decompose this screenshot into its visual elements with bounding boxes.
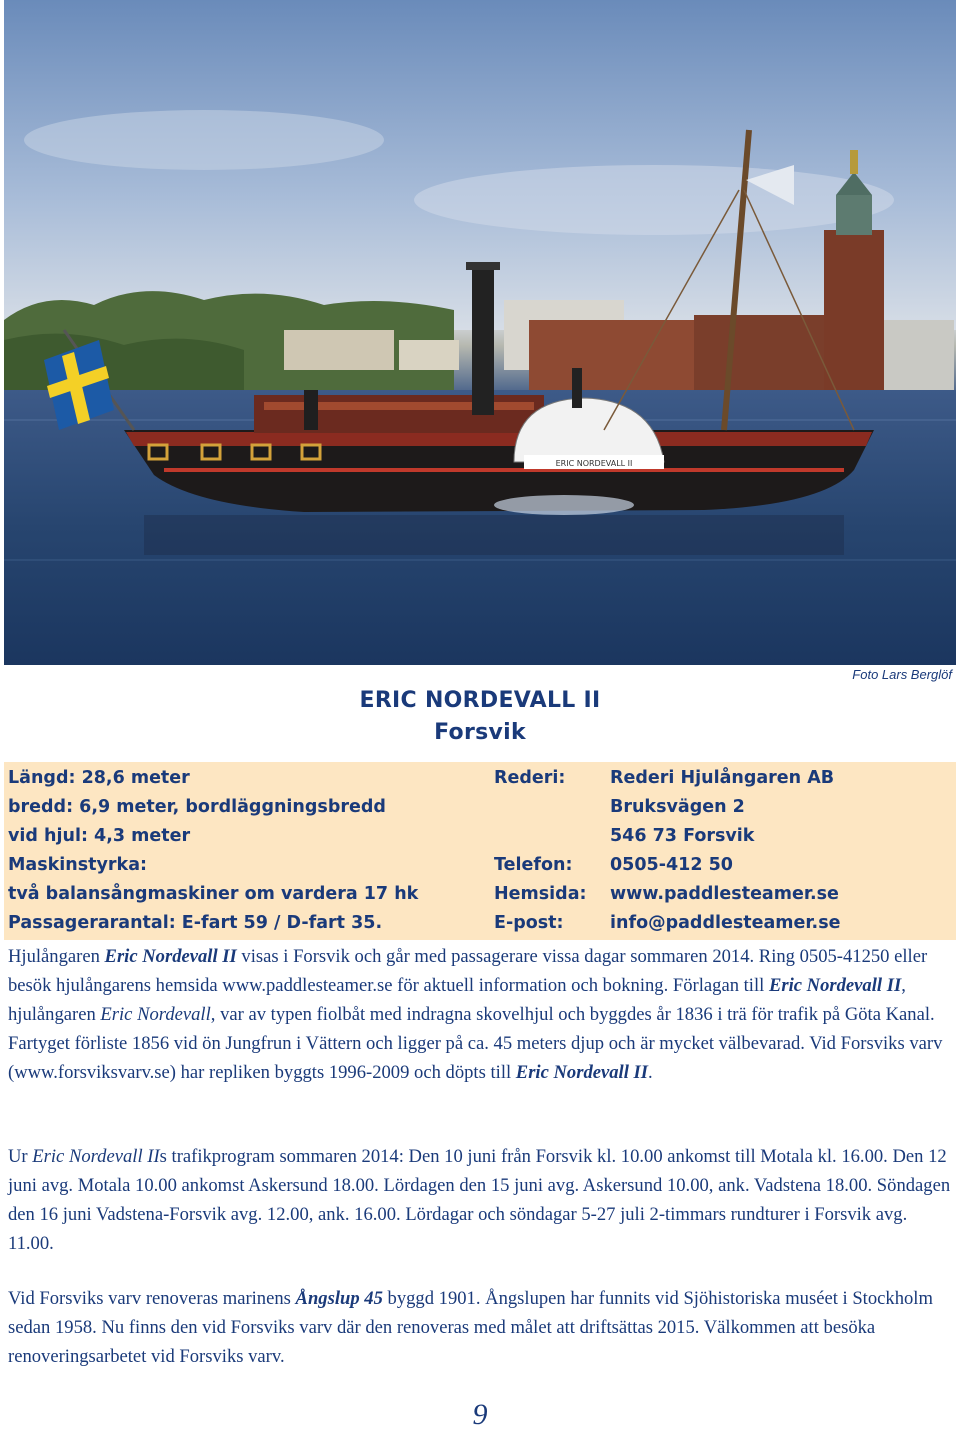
value-postal: 546 73 Forsvik [610,826,755,846]
p1-ship-name: Eric Nordevall II [515,1062,649,1083]
p1-text: . [648,1062,653,1083]
p2-text: Ur [8,1146,33,1167]
label-rederi: Rederi: [494,768,566,788]
spec-width: bredd: 6,9 meter, bordläggningsbredd [8,797,386,817]
p3-text: Vid Forsviks varv renoveras marinens [8,1288,296,1309]
p1-original-ship-name: Eric Nordevall [100,1004,211,1025]
ship-photo [4,0,956,665]
value-address: Bruksvägen 2 [610,797,745,817]
label-telefon: Telefon: [494,855,573,875]
p1-ship-name: Eric Nordevall II [768,975,902,996]
hull-label-text: ERIC NORDEVALL II [555,459,633,468]
page-subtitle: Forsvik [434,720,526,745]
p1-text: , hjulångaren [8,975,906,1025]
p1-ship-name: Eric Nordevall II [104,946,237,967]
spec-passengers: Passagerarantal: E-fart 59 / D-fart 35. [8,913,383,933]
page-title: ERIC NORDEVALL II [359,688,601,713]
page-number: 9 [472,1398,488,1431]
p1-text: visas i Forsvik och går med passagerare vissa dagar sommaren 2014. Ring 0505-41250 eller besök hjulångarens hemsida www.paddlesteamer.se för aktuell information och bokning. Förlagan till [8,946,928,996]
paddle-steamer-illustration [4,0,956,665]
p3-text: byggd 1901. Ångslupen har funnits vid Sjöhistoriska muséet i Stockholm sedan 1958. Nu finns den vid Forsviks varv där den renoveras med målet att driftsättas 2015. Välkommen att besöka renoveringsarbetet vid Forsviks varv. [8,1288,933,1367]
p2-ship-name: Eric Nordevall II [32,1146,160,1167]
p1-text: Hjulångaren [8,946,105,967]
paragraph-intro [8,942,952,1087]
label-epost: E-post: [494,913,564,933]
value-telefon: 0505-412 50 [610,855,733,875]
spec-length: Längd: 28,6 meter [8,768,190,788]
p3-boat-name: Ångslup 45 [295,1288,383,1309]
value-rederi: Rederi Hjulångaren AB [610,768,835,788]
spec-engine-label: Maskinstyrka: [8,855,148,875]
photo-credit: Foto Lars Berglöf [852,667,952,682]
p2-text: s trafikprogram sommaren 2014: Den 10 juni från Forsvik kl. 10.00 ankomst till Motala kl. 16.00. Den 12 juni avg. Motala 10.00 ankomst Askersund 18.00. Lördagen den 15 juni avg. Askersund 10.00, ank. Vadstena 18.00. Söndagen den 16 juni Vadstena-Forsvik avg. 12.00, ank. 16.00. Lördagar och söndagar 5-27 juli 2-timmars rundturer i Forsvik avg. 11.00. [8,1146,951,1254]
spec-box [4,762,956,940]
paragraph-schedule [8,1142,952,1258]
value-epost: info@paddlesteamer.se [610,913,841,933]
p1-text: , var av typen fiolbåt med indragna skovelhjul och byggdes år 1836 i trä för trafik på Göta Kanal. Fartyget förliste 1856 vid ön Jungfrun i Vättern och ligger på ca. 45 meters djup och är mycket välbevarad. Vid Forsviks varv (www.forsviksvarv.se) har repliken byggts 1996-2009 och döpts till [8,1004,943,1083]
label-hemsida: Hemsida: [494,884,587,904]
value-hemsida: www.paddlesteamer.se [610,884,839,904]
spec-wheel-width: vid hjul: 4,3 meter [8,826,191,846]
spec-engine: två balansångmaskiner om vardera 17 hk [8,884,419,904]
paragraph-angslup [8,1284,952,1371]
